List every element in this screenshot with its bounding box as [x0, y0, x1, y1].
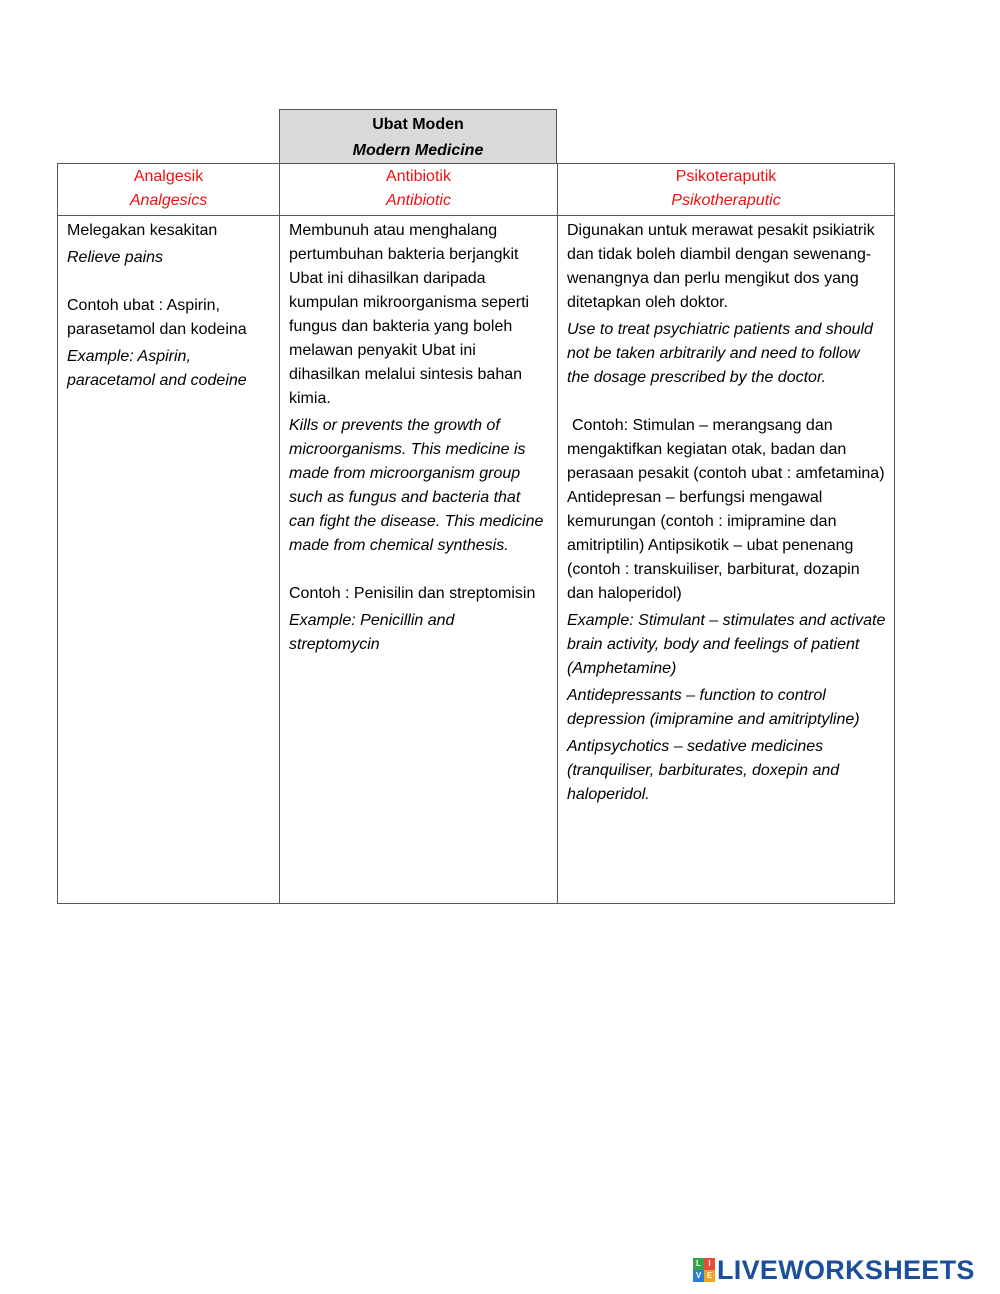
logo-wordmark: LIVEWORKSHEETS — [717, 1254, 975, 1285]
heading-malay: Analgesik — [133, 168, 204, 185]
table-title-box — [279, 109, 557, 163]
example-malay: Contoh: Stimulan – merangsang dan mengaktifkan kegiatan otak, badan dan perasaan pesakit (contoh ubat : amfetamina) Antidepresan – berfungsi mengawal kemurungan (contoh : imipramine dan amitriptilin) Antipsikotik – ubat penenang (contoh : transkuiliser, barbiturat, dozapin dan haloperidol) — [567, 417, 885, 602]
title-malay: Ubat Moden — [372, 116, 464, 133]
example-antidepressant-english: Antidepressants – function to control depression (imipramine and amitriptyline) — [567, 687, 860, 728]
header-cell-analgesics — [58, 164, 280, 216]
table-header-row — [58, 164, 895, 216]
description-english: Kills or prevents the growth of microorganisms. This medicine is made from microorganism group such as fungus and bacteria that can fight the disease. This medicine made from chemical synthesis. — [289, 417, 544, 554]
description-english: Relieve pains — [67, 249, 164, 266]
example-english: Example: Penicillin and streptomycin — [289, 612, 455, 653]
medicine-table — [57, 163, 895, 904]
liveworksheets-logo — [693, 1255, 975, 1285]
body-cell-analgesics — [58, 216, 280, 904]
body-cell-antibiotic — [280, 216, 558, 904]
example-antipsychotic-english: Antipsychotics – sedative medicines (tranquiliser, barbiturates, doxepin and haloperidol. — [567, 738, 840, 803]
example-malay: Contoh ubat : Aspirin, parasetamol dan kodeina — [67, 297, 247, 338]
liveworksheets-logo-icon: L I V E — [693, 1258, 715, 1282]
heading-malay: Antibiotik — [386, 168, 451, 185]
header-cell-antibiotic — [280, 164, 558, 216]
body-cell-psychotherapeutic — [558, 216, 895, 904]
heading-english: Psikotheraputic — [671, 192, 781, 209]
example-malay: Contoh : Penisilin dan streptomisin — [289, 585, 536, 602]
title-english: Modern Medicine — [352, 142, 484, 159]
heading-english: Antibiotic — [386, 192, 451, 209]
example-english: Example: Aspirin, paracetamol and codeine — [67, 348, 247, 389]
description-english: Use to treat psychiatric patients and should not be taken arbitrarily and need to follow the dosage prescribed by the doctor. — [567, 321, 873, 386]
example-stimulant-english: Example: Stimulant – stimulates and activate brain activity, body and feelings of patient (Amphetamine) — [567, 612, 886, 677]
heading-malay: Psikoteraputik — [675, 168, 777, 185]
table-body-row — [58, 216, 895, 904]
description-malay: Digunakan untuk merawat pesakit psikiatrik dan tidak boleh diambil dengan sewenang-wenangnya dan perlu mengikut dos yang ditetapkan oleh doktor. — [567, 222, 875, 311]
description-malay: Membunuh atau menghalang pertumbuhan bakteria berjangkit Ubat ini dihasilkan daripada kumpulan mikroorganisma seperti fungus dan bakteria yang boleh melawan penyakit Ubat ini dihasilkan melalui sintesis bahan kimia. — [289, 222, 530, 407]
header-cell-psychotherapeutic — [558, 164, 895, 216]
description-malay: Melegakan kesakitan — [67, 222, 218, 239]
heading-english: Analgesics — [129, 192, 208, 209]
